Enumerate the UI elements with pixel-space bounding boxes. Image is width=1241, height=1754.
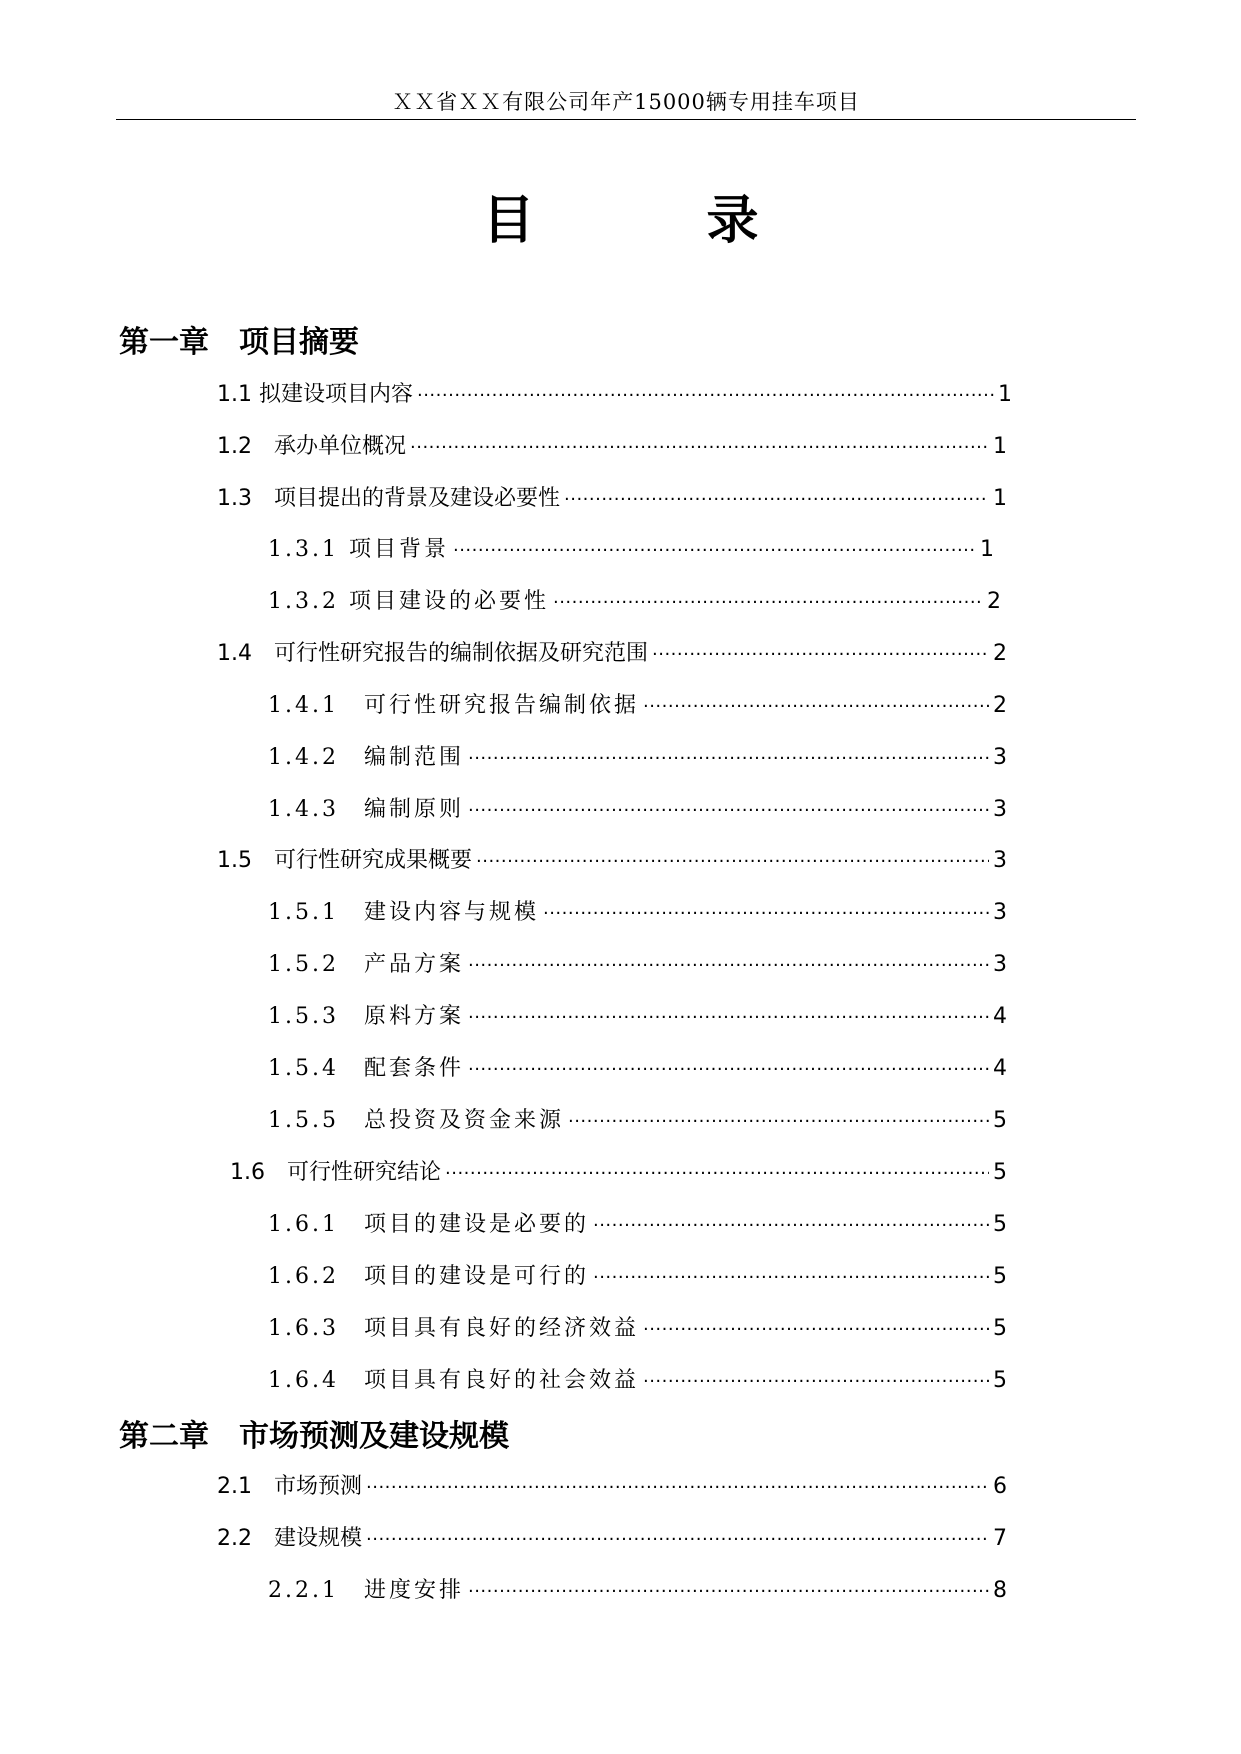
dot-leader <box>593 1263 989 1293</box>
toc-entry-1-4[interactable] <box>217 639 1007 670</box>
dot-leader <box>593 1211 989 1241</box>
dot-leader <box>476 847 989 877</box>
dot-leader <box>643 1315 989 1345</box>
dot-leader <box>652 640 989 670</box>
toc-entry-label: 1.6.1 项目的建设是必要的 <box>268 1212 589 1237</box>
toc-entry-label: 2.1 市场预测 <box>217 1474 362 1499</box>
toc-page-number: 1 <box>980 537 994 562</box>
toc-page-number: 4 <box>993 1004 1007 1029</box>
toc-entry-label: 1.5.3 原料方案 <box>268 1004 464 1029</box>
toc-entry-label: 2.2.1 进度安排 <box>268 1578 464 1603</box>
toc-page-number: 5 <box>993 1160 1007 1185</box>
toc-entry-1-6-1[interactable] <box>268 1210 1007 1241</box>
toc-page-number: 4 <box>993 1056 1007 1081</box>
dot-leader <box>453 536 976 566</box>
toc-entry-label: 1.3.1 项目背景 <box>268 537 449 562</box>
toc-page-number: 2 <box>993 693 1007 718</box>
toc-entry-1-2[interactable] <box>217 432 1007 463</box>
dot-leader <box>417 381 994 411</box>
toc-page-number: 5 <box>993 1108 1007 1133</box>
toc-entry-1-6[interactable] <box>230 1158 1007 1189</box>
toc-page-number: 3 <box>993 848 1007 873</box>
toc-entry-label: 1.4.2 编制范围 <box>268 745 464 770</box>
dot-leader <box>543 899 989 929</box>
toc-entry-1-5-1[interactable] <box>268 898 1007 929</box>
toc-entry-label: 2.2 建设规模 <box>217 1526 362 1551</box>
dot-leader <box>643 692 989 722</box>
toc-entry-label: 1.6.2 项目的建设是可行的 <box>268 1264 589 1289</box>
dot-leader <box>643 1367 989 1397</box>
dot-leader <box>410 433 989 463</box>
toc-entry-label: 1.3.2 项目建设的必要性 <box>268 589 549 614</box>
toc-entry-1-4-1[interactable] <box>268 691 1007 722</box>
toc-page-number: 2 <box>993 641 1007 666</box>
toc-entry-label: 1.5.4 配套条件 <box>268 1056 464 1081</box>
toc-entry-label: 1.5 可行性研究成果概要 <box>217 848 472 873</box>
toc-entry-1-4-3[interactable] <box>268 795 1007 826</box>
toc-entry-label: 1.6 可行性研究结论 <box>230 1160 441 1185</box>
toc-entry-1-6-2[interactable] <box>268 1262 1007 1293</box>
dot-leader <box>445 1159 989 1189</box>
toc-page-number: 3 <box>993 952 1007 977</box>
dot-leader <box>468 1055 989 1085</box>
toc-entry-label: 1.1 拟建设项目内容 <box>217 382 413 407</box>
toc-entry-2-2-1[interactable] <box>268 1576 1007 1607</box>
dot-leader <box>568 1107 989 1137</box>
dot-leader <box>468 796 989 826</box>
toc-page-number: 1 <box>993 486 1007 511</box>
toc-entry-1-5-3[interactable] <box>268 1002 1007 1033</box>
dot-leader <box>468 1577 989 1607</box>
toc-page-number: 3 <box>993 797 1007 822</box>
toc-page-number: 5 <box>993 1212 1007 1237</box>
toc-entry-label: 1.4.3 编制原则 <box>268 797 464 822</box>
toc-entry-label: 1.6.4 项目具有良好的社会效益 <box>268 1368 639 1393</box>
toc-entry-label: 1.3 项目提出的背景及建设必要性 <box>217 486 560 511</box>
dot-leader <box>468 744 989 774</box>
toc-entry-label: 1.5.2 产品方案 <box>268 952 464 977</box>
dot-leader <box>366 1525 989 1555</box>
toc-page-number: 5 <box>993 1316 1007 1341</box>
toc-entry-1-4-2[interactable] <box>268 743 1007 774</box>
toc-entry-label: 1.6.3 项目具有良好的经济效益 <box>268 1316 639 1341</box>
toc-entry-1-5-2[interactable] <box>268 950 1007 981</box>
toc-page-number: 7 <box>993 1526 1007 1551</box>
toc-entry-label: 1.2 承办单位概况 <box>217 434 406 459</box>
chapter-heading-2: 第二章 市场预测及建设规模 <box>119 1419 509 1454</box>
toc-entry-label: 1.4 可行性研究报告的编制依据及研究范围 <box>217 641 648 666</box>
toc-page-number: 5 <box>993 1264 1007 1289</box>
toc-entry-1-3-1[interactable] <box>268 535 994 566</box>
toc-entry-1-3-2[interactable] <box>268 587 1001 618</box>
toc-entry-1-5[interactable] <box>217 846 1007 877</box>
dot-leader <box>553 588 983 618</box>
dot-leader <box>366 1473 989 1503</box>
dot-leader <box>468 951 989 981</box>
toc-entry-1-3[interactable] <box>217 484 1007 515</box>
toc-page-number: 3 <box>993 745 1007 770</box>
toc-page-number: 2 <box>987 589 1001 614</box>
dot-leader <box>564 485 989 515</box>
toc-entry-1-5-5[interactable] <box>268 1106 1007 1137</box>
toc-entry-label: 1.5.1 建设内容与规模 <box>268 900 539 925</box>
toc-page-number: 1 <box>998 382 1012 407</box>
toc-entry-1-5-4[interactable] <box>268 1054 1007 1085</box>
toc-entry-1-1[interactable] <box>217 380 1012 411</box>
toc-entry-1-6-4[interactable] <box>268 1366 1007 1397</box>
toc-entry-label: 1.5.5 总投资及资金来源 <box>268 1108 564 1133</box>
toc-page-number: 8 <box>993 1578 1007 1603</box>
toc-page-number: 3 <box>993 900 1007 925</box>
chapter-heading-1: 第一章 项目摘要 <box>119 325 359 360</box>
toc-entry-label: 1.4.1 可行性研究报告编制依据 <box>268 693 639 718</box>
header-rule <box>116 119 1136 120</box>
toc-page-number: 5 <box>993 1368 1007 1393</box>
toc-entry-2-1[interactable] <box>217 1472 1007 1503</box>
toc-page-number: 1 <box>993 434 1007 459</box>
toc-entry-1-6-3[interactable] <box>268 1314 1007 1345</box>
dot-leader <box>468 1003 989 1033</box>
page-title: 目 录 <box>482 191 819 251</box>
toc-entry-2-2[interactable] <box>217 1524 1007 1555</box>
running-header: ＸＸ省ＸＸ有限公司年产15000辆专用挂车项目 <box>392 90 860 114</box>
toc-page-number: 6 <box>993 1474 1007 1499</box>
